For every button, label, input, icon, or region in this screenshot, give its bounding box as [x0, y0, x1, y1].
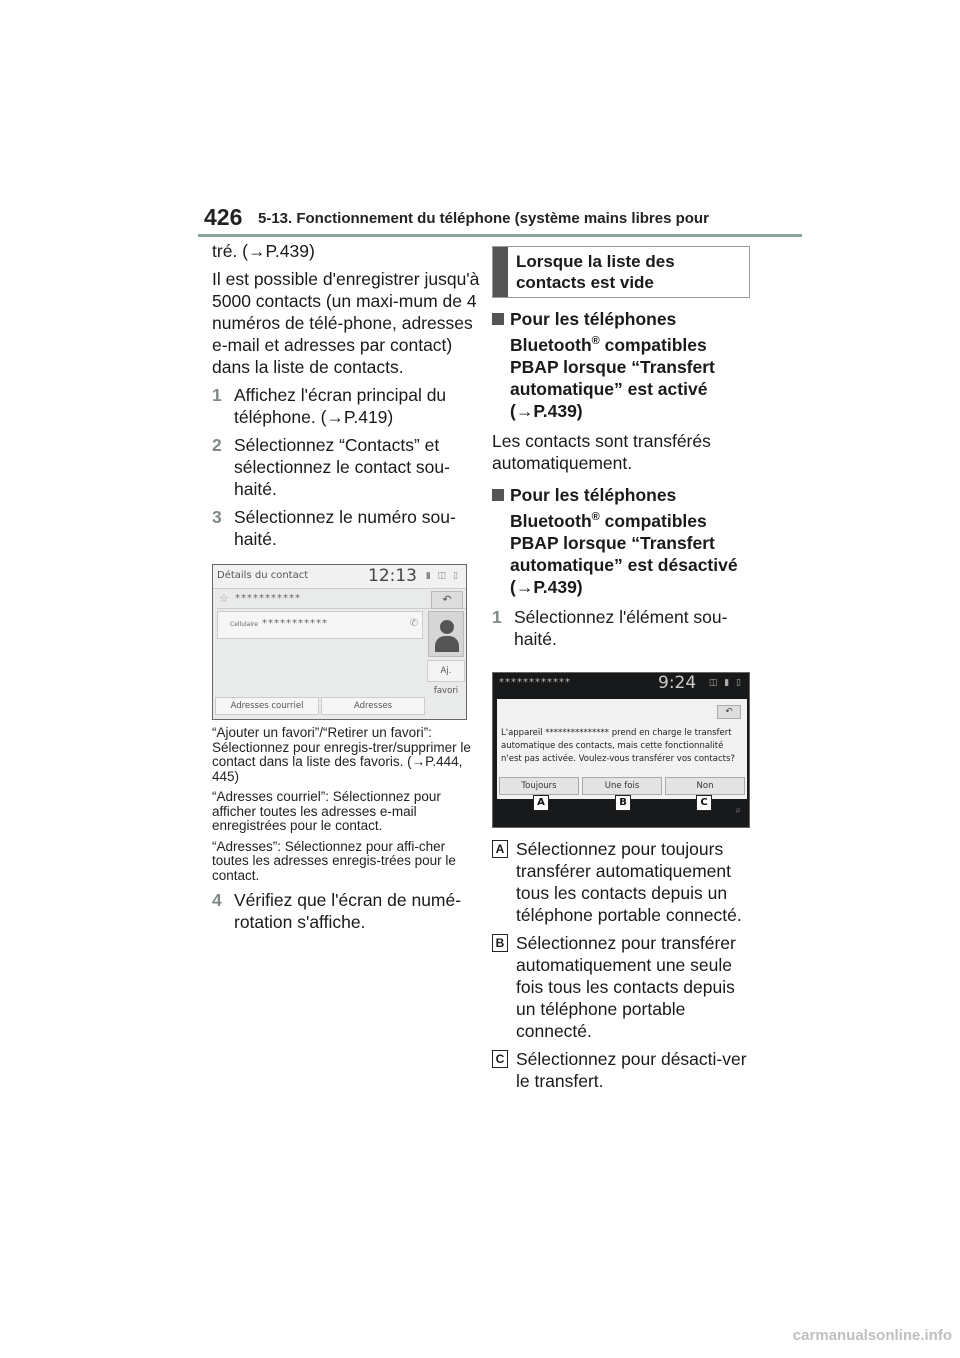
prompt-message: L'appareil *************** prend en charge le transfert automatique des contacts, mais cette fonctionnalité n'est pas activée. Voulez-vous transférer vos contacts?	[501, 727, 735, 764]
subheading-auto-on	[492, 308, 754, 422]
right-column	[492, 240, 754, 1098]
letter-c: C	[492, 1050, 508, 1068]
screen-topbar	[213, 565, 466, 589]
bullet-square-icon	[492, 313, 504, 325]
step-text: Sélectionnez le numéro sou-haité.	[234, 507, 456, 549]
transfer-prompt-screenshot	[492, 672, 750, 828]
phone-type-label: Cellulaire	[230, 621, 259, 628]
star-icon: ☆	[219, 592, 229, 605]
call-icon: ✆	[409, 618, 418, 629]
signal-icon: ▮ ◫ ▯	[425, 571, 460, 581]
step-1-right	[492, 606, 754, 650]
subheading-text: Pour les téléphones Bluetooth	[510, 309, 677, 355]
step-number: 3	[212, 507, 222, 527]
prompt-buttons	[499, 777, 745, 795]
signal-icon: ◫ ▮ ▯	[708, 677, 743, 688]
tab-addresses: Adresses	[321, 697, 425, 715]
step-text: Vérifiez que l'écran de numé-rotation s'affiche.	[234, 890, 462, 932]
auto-transfer-paragraph: Les contacts sont transférés automatiquement.	[492, 430, 711, 473]
callout-a: A	[533, 795, 549, 811]
registered-mark: ®	[591, 510, 600, 523]
search-icon: ⌕	[735, 804, 741, 816]
intro-paragraph: Il est possible d'enregistrer jusqu'à 5000 contacts (un maxi-mum de 4 numéros de télé-phone, adresses e-mail et adresses par contact) dans la liste de contacts.	[212, 269, 480, 377]
subheading-auto-off	[492, 484, 754, 598]
step-text: Sélectionnez “Contacts” et sélectionnez le contact sou-haité.	[234, 435, 450, 499]
screen-clock: 12:13	[368, 566, 417, 586]
step-4	[212, 889, 484, 933]
contact-details-screenshot	[212, 564, 467, 720]
avatar-body	[435, 636, 459, 652]
phone-number: ***********	[262, 618, 328, 629]
screen-bottom-tabs	[215, 697, 425, 715]
always-button: Toujours	[499, 777, 579, 795]
step-3	[212, 506, 484, 550]
item-c	[492, 1048, 754, 1092]
screen-title: Détails du contact	[217, 570, 309, 581]
step-1	[212, 384, 484, 428]
intro-continuation: tré. (→P.439)	[212, 241, 315, 261]
registered-mark: ®	[591, 335, 600, 347]
subheading-text-cont: compatibles PBAP lorsque “Transfert automatique” est désactivé (→P.439)	[510, 510, 738, 597]
item-a	[492, 838, 754, 926]
add-favorite-button: Aj. favori	[427, 660, 465, 682]
step-number: 1	[212, 385, 222, 405]
subheading-text: Pour les téléphones Bluetooth	[510, 484, 677, 531]
header-rule	[198, 234, 802, 237]
note-addresses: “Adresses”: Sélectionnez pour affi-cher toutes les adresses enregis-trées pour le contact.	[212, 838, 456, 883]
step-number: 2	[212, 435, 222, 455]
section-heading: Lorsque la liste des contacts est vide	[515, 252, 675, 292]
phone-number-row	[217, 611, 423, 639]
watermark: carmanualsonline.info	[792, 1327, 952, 1344]
callout-c: C	[696, 795, 712, 811]
item-text: Sélectionnez pour transférer automatiquement une seule fois tous les contacts depuis un téléphone portable connecté.	[516, 932, 736, 1041]
note-emails: “Adresses courriel”: Sélectionnez pour afficher toutes les adresses e-mail enregistrées pour le contact.	[212, 789, 441, 833]
letter-a: A	[492, 840, 508, 858]
step-text: Sélectionnez l'élément sou-haité.	[514, 606, 728, 649]
tab-emails: Adresses courriel	[215, 697, 319, 715]
heading-bar	[493, 247, 508, 297]
avatar	[428, 611, 464, 657]
section-heading-box	[492, 246, 750, 298]
contact-name-row	[217, 591, 467, 609]
chapter-title: 5-13. Fonctionnement du téléphone (système mains libres pour	[258, 210, 709, 227]
note-favorite: “Ajouter un favori”/“Retirer un favori”: Sélectionnez pour enregis-trer/supprimer le contact dans la liste des favoris. (→P.444, 445)	[212, 725, 471, 784]
item-text: Sélectionnez pour toujours transférer automatiquement tous les contacts depuis un téléphone portable connecté.	[516, 838, 742, 925]
back-icon: ↶	[431, 591, 463, 609]
prompt-panel	[497, 699, 747, 799]
step-2	[212, 434, 484, 500]
screen-clock: 9:24	[658, 672, 697, 693]
device-name: ************	[499, 676, 571, 688]
subheading-text-cont: compatibles PBAP lorsque “Transfert automatique” est activé (→P.439)	[510, 334, 715, 421]
back-icon: ↶	[717, 705, 741, 719]
letter-b: B	[492, 934, 508, 952]
step-text: Affichez l'écran principal du téléphone. (→P.419)	[234, 385, 447, 427]
callout-b: B	[615, 795, 631, 811]
item-text: Sélectionnez pour désacti-ver le transfert.	[516, 1048, 747, 1091]
step-number: 1	[492, 606, 502, 627]
page-header	[198, 202, 802, 238]
no-button: Non	[665, 777, 745, 795]
step-number: 4	[212, 890, 222, 910]
once-button: Une fois	[582, 777, 662, 795]
bullet-square-icon	[492, 489, 504, 501]
item-b	[492, 932, 754, 1042]
avatar-head	[440, 620, 454, 634]
contact-name: ***********	[235, 593, 301, 604]
page-number: 426	[204, 204, 243, 230]
left-column	[212, 240, 484, 939]
